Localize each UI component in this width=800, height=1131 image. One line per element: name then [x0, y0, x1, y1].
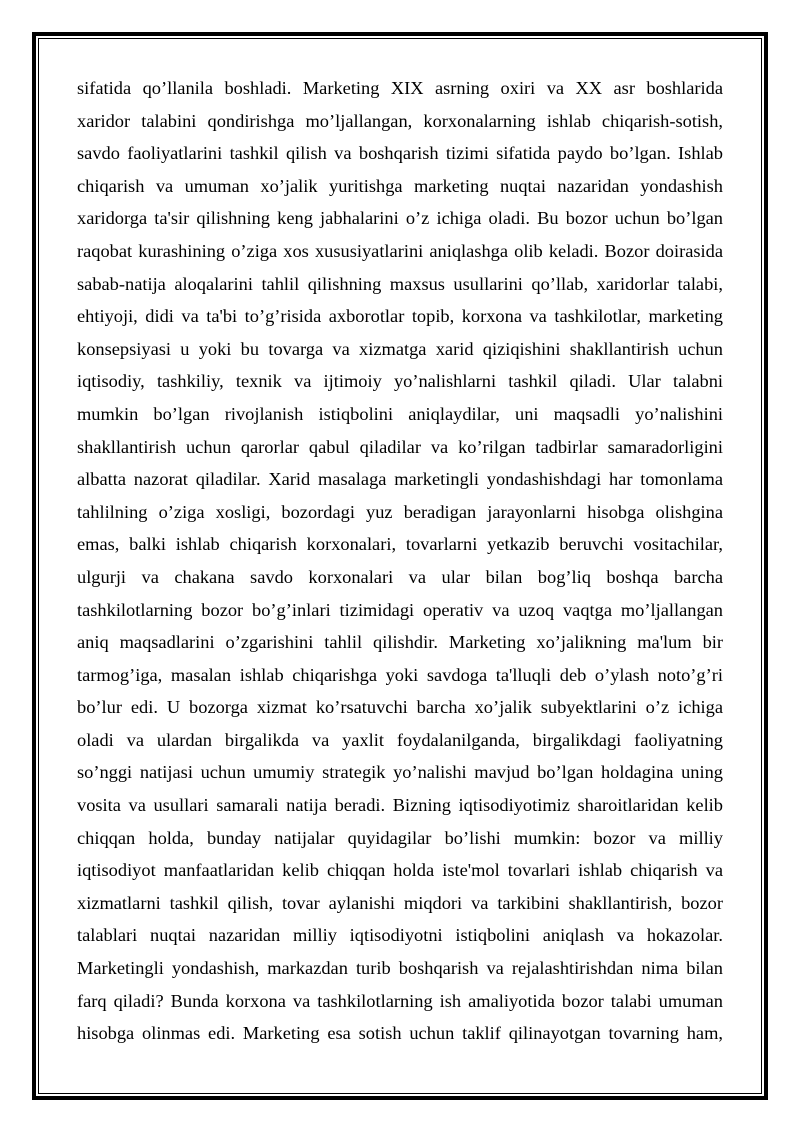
text-line: xaridor talabini qondirishga mo’ljallangan, korxonalarning ishlab chiqarish-sotish,: [77, 110, 723, 131]
text-line: oladi va ulardan birgalikda va yaxlit foydalanilganda, birgalikdagi faoliyatning: [77, 729, 723, 750]
text-line: emas, balki ishlab chiqarish korxonalari, tovarlarni yetkazib beruvchi vositachilar,: [77, 534, 723, 555]
text-line: farq qiladi? Bunda korxona va tashkilotlarning ish amaliyotida bozor talabi umuman: [77, 990, 723, 1011]
text-line: talablari nuqtai nazaridan milliy iqtisodiyotni istiqbolini aniqlash va hokazolar.: [77, 925, 723, 946]
text-line: iqtisodiyot manfaatlaridan kelib chiqqan holda iste'mol tovarlari ishlab chiqarish va: [77, 860, 723, 881]
text-line: raqobat kurashining o’ziga xos xususiyatlarini aniqlashga olib keladi. Bozor doirasida: [77, 240, 723, 261]
text-line: konsepsiyasi u yoki bu tovarga va xizmatga xarid qiziqishini shakllantirish uchun: [77, 338, 723, 359]
text-line: aniq maqsadlarini o’zgarishini tahlil qilishdir. Marketing xo’jalikning ma'lum bir: [77, 632, 723, 653]
text-line: iqtisodiy, tashkiliy, texnik va ijtimoiy yo’nalishlarni tashkil qiladi. Ular talabni: [77, 371, 723, 392]
text-line: tahlilning o’ziga xosligi, bozordagi yuz beradigan jarayonlarni hisobga olishgina: [77, 501, 723, 522]
text-line: xizmatlarni tashkil qilish, tovar aylanishi miqdori va tarkibini shakllantirish, bozor: [77, 892, 723, 913]
document-body-text: [77, 72, 723, 1050]
text-line: ulgurji va chakana savdo korxonalari va ular bilan bog’liq boshqa barcha: [77, 566, 723, 587]
text-line: chiqarish va umuman xo’jalik yuritishga marketing nuqtai nazaridan yondashish: [77, 175, 723, 196]
text-line: shakllantirish uchun qarorlar qabul qiladilar va ko’rilgan tadbirlar samaradorligini: [77, 436, 723, 457]
text-line: sifatida qo’llanila boshladi. Marketing XIX asrning oxiri va XX asr boshlarida: [77, 78, 723, 98]
text-line: tashkilotlarning bozor bo’g’inlari tizimidagi operativ va uzoq vaqtga mo’ljallangan: [77, 599, 723, 620]
text-line: vosita va usullari samarali natija beradi. Bizning iqtisodiyotimiz sharoitlaridan kelib: [77, 795, 723, 816]
text-line: mumkin bo’lgan rivojlanish istiqbolini aniqlaydilar, uni maqsadli yo’nalishini: [77, 403, 723, 424]
text-line: chiqqan holda, bunday natijalar quyidagilar bo’lishi mumkin: bozor va milliy: [77, 827, 723, 848]
text-line: savdo faoliyatlarini tashkil qilish va boshqarish tizimi sifatida paydo bo’lgan. Ishlab: [77, 143, 723, 164]
text-line: tarmog’iga, masalan ishlab chiqarishga yoki savdoga ta'lluqli deb o’ylash noto’g’ri: [77, 664, 723, 685]
text-line: hisobga olinmas edi. Marketing esa sotish uchun taklif qilinayotgan tovarning ham,: [77, 1023, 723, 1044]
text-line: Marketingli yondashish, markazdan turib boshqarish va rejalashtirishdan nima bilan: [77, 958, 723, 979]
text-line: xaridorga ta'sir qilishning keng jabhalarini o’z ichiga oladi. Bu bozor uchun bo’lgan: [77, 208, 723, 229]
text-line: bo’lur edi. U bozorga xizmat ko’rsatuvchi barcha xo’jalik subyektlarini o’z ichiga: [77, 697, 723, 718]
text-line: sabab-natija aloqalarini tahlil qilishning maxsus usullarini qo’llab, xaridorlar talabi,: [77, 273, 723, 294]
text-line: albatta nazorat qiladilar. Xarid masalaga marketingli yondashishdagi har tomonlama: [77, 469, 723, 490]
text-line: ehtiyoji, didi va ta'bi to’g’risida axborotlar topib, korxona va tashkilotlar, marketing: [77, 306, 723, 327]
text-line: so’nggi natijasi uchun umumiy strategik yo’nalishi mavjud bo’lgan holdagina uning: [77, 762, 723, 783]
